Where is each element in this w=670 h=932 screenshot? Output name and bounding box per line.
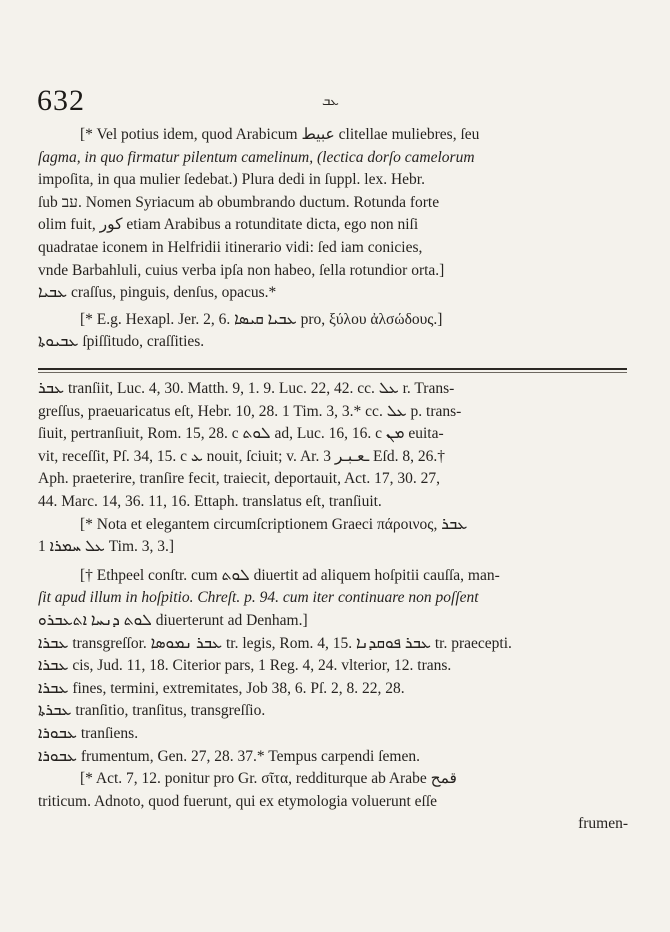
headword-entry: ܥܒܘܪܐ frumentum, Gen. 27, 28. 37.* Tempus carpendi ſemen. — [38, 747, 420, 765]
text-line: greſſus, praeuaricatus eſt, Hebr. 10, 28. 1 Tim. 3, 3.* cc. ܥܠ p. trans- — [38, 402, 462, 420]
page-header — [0, 0, 670, 120]
text-line: Aph. praeterire, tranſire fecit, traiecit, deportauit, Act. 17, 30. 27, — [38, 470, 440, 488]
headword-entry: ܥܒܝܐ craſſus, pinguis, denſus, opacus.* — [38, 284, 277, 302]
text-line: [† Ethpeel conſtr. cum ܠܘܬ diuertit ad aliquem hoſpitii cauſſa, man- — [80, 566, 500, 584]
headword-entry: ܥܒܘܪܐ tranſiens. — [38, 724, 139, 742]
running-head: ܥܒ — [322, 94, 339, 109]
section-divider-thin — [38, 372, 627, 373]
section-divider — [38, 368, 627, 370]
text-line: [* Nota et elegantem circumſcriptionem Graeci πάροινος, ܥܒܪ — [80, 515, 468, 533]
catchword: frumen- — [578, 815, 628, 833]
page-number: 632 — [37, 84, 85, 117]
text-line: vnde Barbahluli, cuius verba ipſa non habeo, ſella rotundior orta.] — [38, 261, 445, 279]
text-line: [* E.g. Hexapl. Jer. 2, 6. ܥܒܝܐ ܩܝܣܐ pro, ξύλου ἀλσώδους.] — [80, 310, 443, 328]
text-line: quadratae iconem in Helfridii itinerario vidi: ſed iam conicies, — [38, 238, 423, 256]
text-line: 44. Marc. 14, 36. 11, 16. Ettaph. translatus eſt, tranſiuit. — [38, 492, 382, 510]
entry-block-bottom — [38, 378, 628, 836]
headword-entry: ܥܒܪܐ cis, Jud. 11, 18. Citerior pars, 1 Reg. 4, 24. vlterior, 12. trans. — [38, 657, 452, 675]
text-line: vit, receſſit, Pſ. 34, 15. c ܥ nouit, ſciuit; v. Ar. ـعـبـر 3 Eſd. 8, 26.† — [38, 447, 445, 465]
entry-block-top — [38, 124, 628, 354]
text-line: impoſita, in qua mulier ſedebat.) Plura dedi in ſuppl. lex. Hebr. — [38, 171, 425, 189]
text-line: ſit apud illum in hoſpitio. Chreſt. p. 94. cum iter continuare non poſſent — [38, 589, 479, 607]
text-line: [* Vel potius idem, quod Arabicum عبيط clitellae muliebres, ſeu — [80, 126, 480, 143]
text-line: ſagma, in quo firmatur pilentum camelinum, (lectica dorſo camelorum — [38, 148, 475, 166]
headword-entry: ܥܒܝܘܬܐ ſpiſſitudo, craſſities. — [38, 333, 205, 351]
text-line: ſiuit, pertranſiuit, Rom. 15, 28. c ܠܘܬ ad, Luc. 16, 16. c ܡܢ euita- — [38, 425, 444, 443]
text-line: ܥܠ ܚܡܪܐ 1 Tim. 3, 3.] — [38, 538, 175, 556]
text-line: ܠܘܬ ܕܢܚܐ ܐܬܥܒܪܘ diuerterunt ad Denham.] — [38, 611, 308, 629]
text-line: ſub עב. Nomen Syriacum ab obumbrando ductum. Rotunda forte — [38, 193, 440, 211]
text-line: triticum. Adnoto, quod fuerunt, qui ex etymologia voluerunt eſſe — [38, 792, 438, 810]
headword-entry: ܥܒܪ tranſiit, Luc. 4, 30. Matth. 9, 1. 9. Luc. 22, 42. cc. ܥܠ r. Trans- — [38, 380, 455, 397]
text-line: [* Act. 7, 12. ponitur pro Gr. σῖτα, redditurque ab Arabe قمح — [80, 770, 457, 788]
text-line: olim fuit, كور etiam Arabibus a rotunditate dicta, ego non niſi — [38, 216, 419, 234]
headword-entry: ܥܒܪܐ fines, termini, extremitates, Job 38, 6. Pſ. 2, 8. 22, 28. — [38, 679, 405, 697]
headword-entry: ܥܒܪܬܐ tranſitio, tranſitus, transgreſſio. — [38, 702, 266, 720]
headword-entry: ܥܒܪܐ transgreſſor. ܥܒܪ ܢܡܘܣܐ tr. legis, Rom. 4, 15. ܥܒܪ ܦܘܩܕܢܐ tr. praecepti. — [38, 634, 512, 652]
